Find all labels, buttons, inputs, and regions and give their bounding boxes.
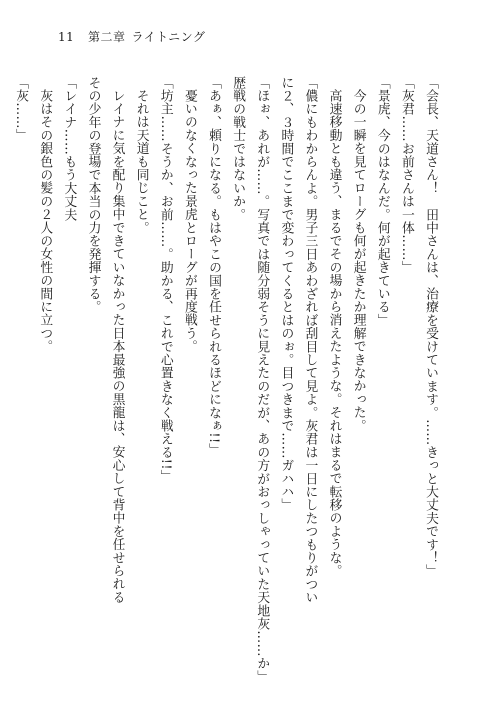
text-line: レイナに気を配り集中できていなかった日本最強の黒龍は、安心して背中を任せられる — [109, 88, 125, 604]
text-line: 「景虎、今のはなんだ。何が起きている」 — [374, 76, 390, 327]
text-line: に２、３時間でここまで変わってくるとはのぉ。目つきまで……ガハハ」 — [278, 76, 294, 512]
text-line: 「灰……」 — [13, 76, 29, 142]
text-line: 「あぁ、頼りになる。もはやこの国を任せられるほどになぁ!!」 — [206, 76, 222, 457]
text-line: 歴戦の戦士ではないか。 — [230, 76, 246, 222]
text-line: 今の一瞬を見てローグも何が起きたか理解できなかった。 — [350, 88, 366, 432]
page-number: 11 — [58, 30, 75, 44]
text-line: 「会長、天道さん！ 田中さんは、治療を受けています。……きっと大丈夫です！」 — [423, 76, 438, 578]
chapter-title: ライトニング — [131, 30, 206, 44]
text-line: 灰はその銀色の髪の２人の女性の間に立つ。 — [37, 88, 53, 353]
page-header — [58, 28, 205, 45]
text-line: 「儂にもわからんよ。男子三日あわざれば刮目して見よ。灰君は一日にしたつもりがつい — [302, 76, 318, 604]
text-line: 「レイナ……もう大丈夫 — [61, 76, 77, 222]
text-line: 「ほぉ、あれが……。写真では随分弱そうに見えたのだが、あの方がおっしゃっていた天地灰……か」 — [254, 76, 270, 684]
text-line: 憂いのなくなった景虎とローグが再度戦う。 — [181, 88, 197, 353]
vertical-body-text — [8, 76, 442, 686]
text-line: その少年の登場で本当の力を発揮する。 — [85, 76, 101, 314]
text-line: 高速移動とも違う、まるでその場から消えたような。それはまるで転移のような。 — [326, 88, 342, 578]
chapter-number: 第二章 — [88, 30, 126, 44]
text-line: 「坊主……そうか、お前……。助かる、これで心置きなく戦える!!」 — [157, 76, 173, 484]
text-line: それは天道も同じこと。 — [133, 88, 149, 234]
text-line: 「灰君……お前さんは一体……」 — [398, 76, 414, 274]
